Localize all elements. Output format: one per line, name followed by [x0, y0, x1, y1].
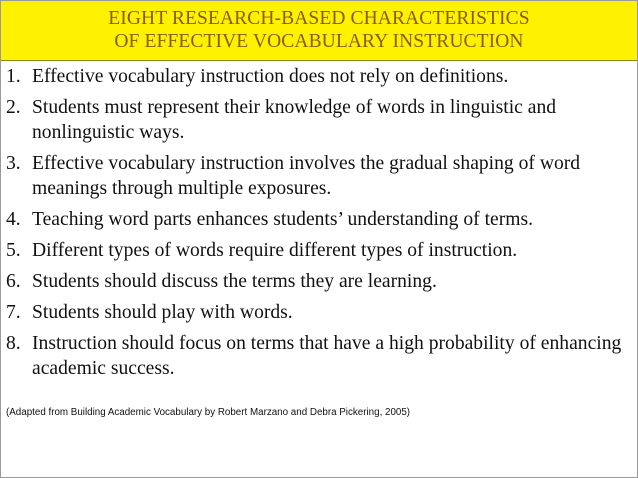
- item-text: Effective vocabulary instruction does not rely on definitions.: [32, 66, 509, 87]
- item-text: Students should discuss the terms they are learning.: [32, 271, 437, 292]
- item-number: 4.: [6, 209, 21, 230]
- list-item: [1, 238, 631, 263]
- item-text: Instruction should focus on terms that have a high probability of enhancing academic success.: [32, 333, 622, 379]
- item-number: 8.: [6, 333, 21, 354]
- list-item: [1, 300, 631, 325]
- item-text: Students should play with words.: [32, 302, 293, 323]
- title-banner: [1, 1, 637, 61]
- item-number: 7.: [6, 302, 21, 323]
- characteristics-list: [1, 64, 631, 387]
- item-text: Teaching word parts enhances students’ understanding of terms.: [32, 209, 534, 230]
- item-text: Students must represent their knowledge of words in linguistic and nonlinguistic ways.: [32, 97, 557, 143]
- list-item: [1, 151, 631, 201]
- item-number: 1.: [6, 66, 21, 87]
- item-text: Effective vocabulary instruction involves the gradual shaping of word meanings through multiple exposures.: [32, 153, 581, 199]
- title-line-1: EIGHT RESEARCH-BASED CHARACTERISTICS: [108, 8, 530, 29]
- title-line-2: OF EFFECTIVE VOCABULARY INSTRUCTION: [114, 31, 524, 52]
- item-number: 2.: [6, 97, 21, 118]
- list-item: [1, 331, 631, 381]
- list-item: [1, 269, 631, 294]
- list-item: [1, 207, 631, 232]
- list-item: [1, 64, 631, 89]
- citation: (Adapted from Building Academic Vocabulary by Robert Marzano and Debra Pickering, 2005): [6, 407, 411, 418]
- item-text: Different types of words require different types of instruction.: [32, 240, 518, 261]
- item-number: 6.: [6, 271, 21, 292]
- item-number: 3.: [6, 153, 21, 174]
- list-item: [1, 95, 631, 145]
- item-number: 5.: [6, 240, 21, 261]
